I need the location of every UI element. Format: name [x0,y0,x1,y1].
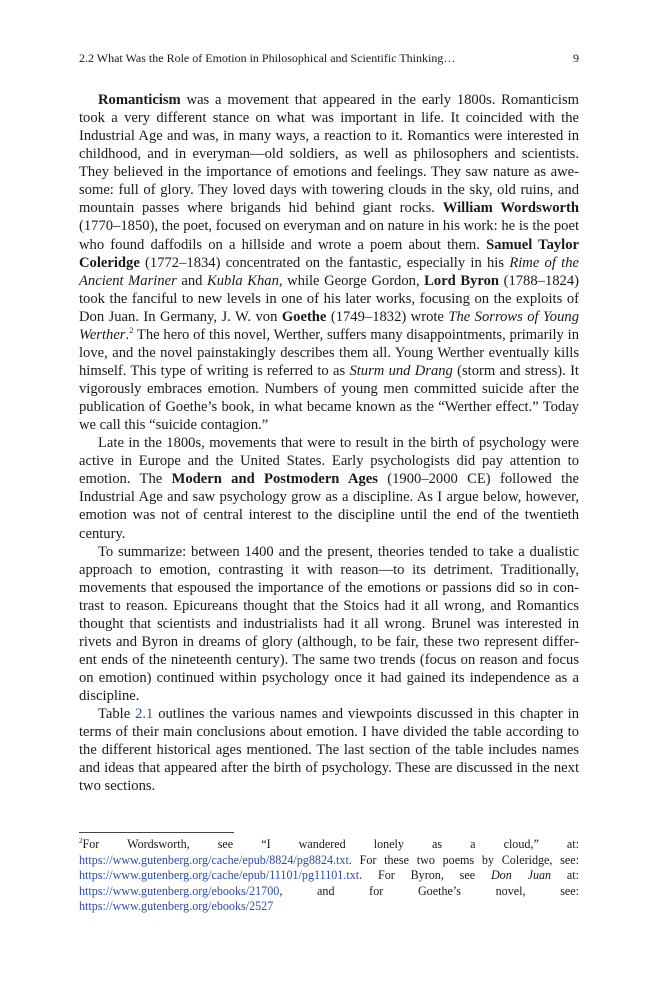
text: (1749–1832) wrote [326,308,449,325]
term-romanticism: Romanticism [98,92,181,108]
section-title: 2.2 What Was the Role of Emotion in Philosophical and Scientific Thinking… [79,51,456,65]
text: (storm and stress). It vigorously embraces emotion. Numbers of young men committed suicide after the publication of Goethe’s book, in what became known as the “Werther effect.” Today we call this “suicide contagion.” [79,362,579,434]
text: and [176,272,208,289]
text: (1770–1850), the poet, focused on everyman and on nature in his work: he is the poet who found daffodils on a hillside and wrote a poem about them. [79,218,579,253]
term-sturm-und-drang: Sturm und Drang [349,362,453,379]
text: For Wordsworth, see “I wandered lonely as a cloud,” at: [82,837,579,851]
text: Table [98,706,136,723]
text: was a movement that appeared in the early 1800s. Romanticism took a very different stance on what was important in life. It coincided with the Industrial Age and was, in many ways, a reaction to it. Romantics were interested in childhood, and in everyman—old soldiers, as well as philosophers and scientists. They believed in the importance of emotions and feelings. They saw nature as awe-some: full of glory. They loved days with towering clouds in the sky, old ruins, and mountain passes where brigands hid behind giant rocks. [79,92,579,217]
paragraph-summary [79,543,579,706]
name-coleridge: Samuel Taylor Coleridge [79,236,579,271]
text: , and for Goethe’s novel, see: [279,883,579,898]
text: (1772–1834) concentrated on the fantastic, especially in his [139,254,510,271]
url-goethe-link[interactable]: https://www.gutenberg.org/ebooks/2527 [79,899,274,914]
text: outlines the various names and viewpoints discussed in this chapter in terms of their main conclusions about emotion. I have divided the table according to the different historical ages mentioned. The last section of the table includes names and ideas that appeared after the birth of psychology. These are discussed in the next two sections. [79,706,579,795]
footnote-divider [79,832,234,833]
paragraph-modern-ages [79,434,579,542]
footnote-marker[interactable]: 2 [129,324,134,335]
term-modern-postmodern: Modern and Postmodern Ages [171,471,378,488]
title-don-juan: Don Juan [490,868,552,883]
text: Late in the 1800s, movements that were to result in the birth of psychology were active in Europe and the United States. Early psychologists did pay attention to emotion. The [79,435,579,488]
text: . For these two poems by Coleridge, see: [348,852,579,867]
page-number: 9 [573,51,579,65]
name-wordsworth: William Wordsworth [442,200,579,217]
paragraph-romanticism [79,91,579,434]
title-ancient-mariner: Rime of the Ancient Mariner [79,254,579,289]
table-reference-link[interactable]: 2.1 [135,706,154,723]
main-text [79,91,579,795]
running-header [79,51,579,69]
text: , while George Gordon, [278,272,425,289]
title-kubla-khan: Kubla Khan [207,272,279,289]
name-goethe: Goethe [281,308,327,325]
title-werther: The Sorrows of Young Werther [79,308,579,343]
text: To summarize: between 1400 and the present, theories tended to take a dualistic approach to emotion, contrasting it with reason—to its detriment. Traditionally, movements that espoused the importance of the emotions or passions did so in con-trast to reason. Epicureans thought that the Stoics had it all wrong, and Romantics thought that scientists and industrialists had it all wrong. Brunel was interested in rivets and Byron in dreams of glory (although, to be fair, these two represent differ-ent ends of the nineteenth century). The same two trends (focus on reason and focus on emotion) continued within psychology once it had gained its independence as a discipline. [79,543,579,705]
paragraph-table-intro [79,705,579,795]
name-byron: Lord Byron [424,272,500,289]
text: at: [551,868,579,883]
url-coleridge-link[interactable]: https://www.gutenberg.org/cache/epub/11101/pg11101.txt [79,868,360,883]
text: The hero of this novel, Werther, suffers many disappointments, primarily in love, and the novel painstakingly describes them all. Young Werther eventually kills himself. This type of writing is referred to as [79,326,579,379]
text: . For Byron, see [359,868,491,883]
footnote-number: 2 [79,836,83,845]
text: (1788–1824) took the fanciful to new levels in one of his later works, focusing on the exploits of Don Juan. In Germany, J. W. von [79,272,579,325]
url-wordsworth-link[interactable]: https://www.gutenberg.org/cache/epub/8824/pg8824.txt [79,852,349,867]
text: (1900–2000 CE) followed the Industrial Age and saw psychology grow as a discipline. As I argue below, however, emotion was not of central interest to the discipline until the end of the twentieth century. [79,471,580,542]
text: . [125,326,130,343]
footnote-2 [79,837,579,915]
url-byron-link[interactable]: https://www.gutenberg.org/ebooks/21700 [79,883,280,898]
